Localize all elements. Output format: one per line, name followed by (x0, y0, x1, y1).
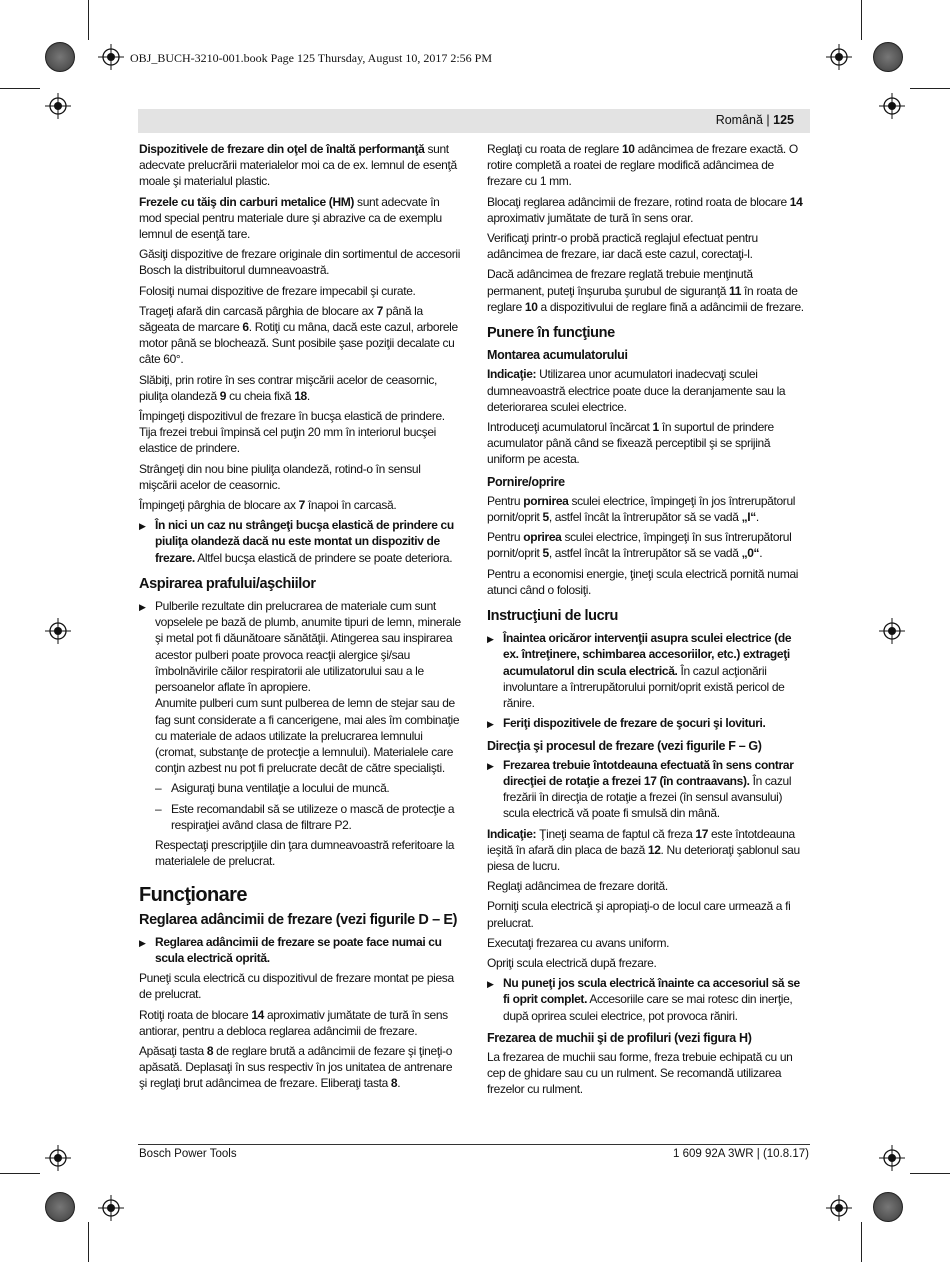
color-dial-icon (873, 1192, 903, 1222)
language-label: Română (715, 113, 763, 127)
section-heading: Aspirarea prafului/aşchiilor (139, 575, 316, 592)
paragraph: Opriţi scula electrică după frezare. (487, 955, 657, 970)
paragraph: Pentru a economisi energie, ţineţi scula electrică pornită numai atunci când o folosiţi. (487, 566, 799, 597)
paragraph: Reglaţi cu roata de reglare 10 adâncimea de frezare exactă. O rotire completă a roatei de reglare modifică adâncimea de frezare cu 1 mm. (487, 142, 798, 189)
registration-mark-icon (98, 44, 124, 70)
paragraph: Reglaţi adâncimea de frezare dorită. (487, 879, 668, 894)
paragraph: Executaţi frezarea cu avans uniform. (487, 935, 670, 950)
section-heading: Reglarea adâncimii de frezare (vezi figurile D – E) (139, 911, 458, 928)
left-column (139, 141, 461, 1096)
chapter-heading: Funcţionare (139, 884, 247, 907)
registration-mark-icon (879, 1145, 905, 1171)
registration-mark-icon (45, 93, 71, 119)
paragraph: Împingeţi dispozitivul de frezare în bucşa elastică de prindere. Tija frezei trebui împinsă cel puţin 20 mm în interiorul bucşei elastice de prindere. (139, 409, 445, 456)
paragraph: Porniţi scula electrică şi apropiaţi-o de locul care urmează a fi prelucrat. (487, 899, 791, 930)
warning-item: ▶ Nu puneţi jos scula electrică înainte ca accesoriul să se fi oprit complet. Accesoriile care se mai rotesc din inerţie, după oprirea sculei electrice, pot provoca răniri. (487, 975, 809, 1024)
subsection-heading: Montarea acumulatorului (487, 348, 628, 363)
crop-line (910, 88, 950, 89)
page-header-label: Română | 125 (715, 113, 794, 127)
subsection-heading: Frezarea de muchii şi de profiluri (vezi figura H) (487, 1030, 752, 1045)
warning-item: ▶ Frezarea trebuie întotdeauna efectuată în sens contrar direcţiei de rotaţie a frezei 17 (în contraavans). În cazul frezării în direcţia de rotaţie a frezei (în sensul avansului) scula electrică vă poate fi smulsă din mână. (487, 757, 809, 822)
paragraph: Folosiţi numai dispozitive de frezare impecabil şi curate. (139, 283, 416, 298)
footer-rule (138, 1144, 810, 1145)
paragraph: Găsiţi dispozitive de frezare originale din sortimentul de accesorii Bosch la distribuitorul dumneavoastră. (139, 247, 461, 278)
registration-mark-icon (826, 1195, 852, 1221)
paragraph: Pentru oprirea sculei electrice, împingeţi în sus întrerupătorul pornit/oprit 5, astfel încât la întrerupător să se vadă „0“. (487, 530, 792, 561)
paragraph: Dispozitivele de frezare din oţel de înaltă performanţă sunt adecvate prelucrării materialelor moi ca de ex. lemnul de esenţă moale şi materialul plastic. (139, 142, 457, 189)
paragraph: Strângeţi din nou bine piuliţa olandeză, rotind-o în sensul mişcării acelor de ceasornic. (139, 461, 421, 492)
dash-item: – Asiguraţi buna ventilaţie a locului de muncă. (139, 780, 461, 796)
paragraph: La frezarea de muchii sau forme, freza trebuie echipată cu un cep de ghidare sau cu un rulment. Se recomandă utilizarea frezelor cu rulment. (487, 1049, 793, 1097)
registration-mark-icon (826, 44, 852, 70)
crop-line (88, 1222, 89, 1262)
right-column (487, 141, 809, 1102)
paragraph: Respectaţi prescripţiile din ţara dumneavoastră referitoare la materialele de prelucrat. (155, 837, 455, 869)
paragraph: Trageţi afară din carcasă pârghia de blocare ax 7 până la săgeata de marcare 6. Rotiţi cu mâna, dacă este cazul, arborele motor până se blochează. Sunt posibile şase poziţii decalate cu câte 60°. (139, 303, 458, 367)
crop-line (0, 88, 40, 89)
crop-line (910, 1173, 950, 1174)
section-heading: Punere în funcţiune (487, 325, 615, 342)
paragraph: Apăsaţi tasta 8 de reglare brută a adâncimii de fezare şi ţineţi-o apăsată. Deplasaţi în sus respectiv în jos unitatea de antrenare şi reglaţi brut adâncimea de frezare. Eliberaţi tasta 8. (139, 1043, 453, 1091)
paragraph: Blocaţi reglarea adâncimii de frezare, rotind roata de blocare 14 aproximativ jumătate de tură în sens orar. (487, 194, 803, 225)
subsection-heading: Direcţia şi procesul de frezare (vezi figurile F – G) (487, 738, 762, 753)
color-dial-icon (45, 1192, 75, 1222)
warning-item: ▶ Pulberile rezultate din prelucrarea de materiale cum sunt vopselele pe bază de plumb, anumite tipuri de lemn, minerale şi metal pot fi dăunătoare sănătăţii. Atingerea sau inspirarea acestor pulberi poate provoca reacţii alergice şi/sau îmbolnăvirile căilor respiratorii ale utilizatorului sau a le persoanelor aflate în apropiere. (139, 598, 461, 695)
crop-line (88, 0, 89, 40)
color-dial-icon (45, 42, 75, 72)
paragraph: Puneţi scula electrică cu dispozitivul de frezare montat pe piesa de prelucrat. (139, 971, 454, 1002)
crop-line (861, 0, 862, 40)
warning-item: ▶ Feriţi dispozitivele de frezare de şocuri şi lovituri. (487, 715, 809, 731)
warning-item: ▶ Reglarea adâncimii de frezare se poate face numai cu scula electrică oprită. (139, 934, 461, 966)
registration-mark-icon (879, 93, 905, 119)
registration-mark-icon (45, 1145, 71, 1171)
paragraph: Indicaţie: Utilizarea unor acumulatori inadecvaţi sculei dumneavoastră electrice poate duce la deranjamente sau la deteriorarea sculei electrice. (487, 367, 786, 414)
paragraph: Împingeţi pârghia de blocare ax 7 înapoi în carcasă. (139, 498, 397, 513)
warning-item: ▶ Înaintea oricăror intervenţii asupra sculei electrice (de ex. întreţinere, schimbarea accesoriilor, etc.) extrageţi acumulatorul din scula electrică. În cazul acţionării involuntare a întrerupătorului pornit/oprit există pericol de rănire. (487, 630, 809, 711)
section-heading: Instrucţiuni de lucru (487, 608, 618, 625)
subsection-heading: Pornire/oprire (487, 474, 565, 489)
warning-item: ▶ În nici un caz nu strângeţi bucşa elastică de prindere cu piuliţa olandeză dacă nu este montat un dispozitiv de frezare. Altfel bucşa elastică de prindere se poate deteriora. (139, 517, 461, 566)
book-header: OBJ_BUCH-3210-001.book Page 125 Thursday, August 10, 2017 2:56 PM (130, 51, 493, 65)
registration-mark-icon (45, 618, 71, 644)
paragraph: Rotiţi roata de blocare 14 aproximativ jumătate de tură în sens antiorar, pentru a debloca reglarea adâncimii de frezare. (139, 1007, 448, 1038)
color-dial-icon (873, 42, 903, 72)
paragraph: Frezele cu tăiş din carburi metalice (HM) sunt adecvate în mod special pentru materiale dure şi abrazive ca de exemplu lemnul de esenţă tare. (139, 194, 442, 242)
paragraph: Pentru pornirea sculei electrice, împingeţi în jos întrerupătorul pornit/oprit 5, astfel încât la întrerupător să se vadă „I“. (487, 493, 796, 525)
footer-brand: Bosch Power Tools (139, 1148, 237, 1160)
paragraph: Anumite pulberi cum sunt pulberea de lemn de stejar sau de fag sunt considerate a fi cancerigene, mai ales îm combinaţie cu materiale de adaos utilizate la prelucrarea lemnului (cromat, substanţe de protecţie a lemnului). Materialele care conţin azbest nu pot fi prelucrate decât de către specialişti. (155, 696, 460, 776)
paragraph: Indicaţie: Ţineţi seama de faptul că freza 17 este întotdeauna ieşită în afară din placa de bază 12. Nu deterioraţi şablonul sau piesa de lucru. (487, 826, 800, 873)
crop-line (861, 1222, 862, 1262)
footer-code: 1 609 92A 3WR | (10.8.17) (673, 1148, 809, 1160)
crop-line (0, 1173, 40, 1174)
paragraph: Dacă adâncimea de frezare reglată trebuie menţinută permanent, puteţi înşuruba şurubul de siguranţă 11 în roata de reglare 10 a dispozitivului de reglare fină a adâncimii de frezare. (487, 267, 804, 314)
paragraph: Introduceţi acumulatorul încărcat 1 în suportul de prindere acumulator până când se fixează perceptibil şi se sprijină uniform pe acesta. (487, 420, 774, 467)
paragraph: Slăbiţi, prin rotire în ses contrar mişcării acelor de ceasornic, piuliţa olandeză 9 cu cheia fixă 18. (139, 372, 438, 403)
paragraph: Verificaţi printr-o probă practică reglajul efectuat pentru adâncimea de frezare, iar dacă este cazul, corectaţi-l. (487, 231, 758, 262)
registration-mark-icon (879, 618, 905, 644)
page-number: 125 (773, 113, 794, 127)
page-header-bar (138, 109, 810, 133)
registration-mark-icon (98, 1195, 124, 1221)
dash-item: – Este recomandabil să se utilizeze o mască de protecţie a respiraţiei având clasa de filtrare P2. (139, 801, 461, 833)
